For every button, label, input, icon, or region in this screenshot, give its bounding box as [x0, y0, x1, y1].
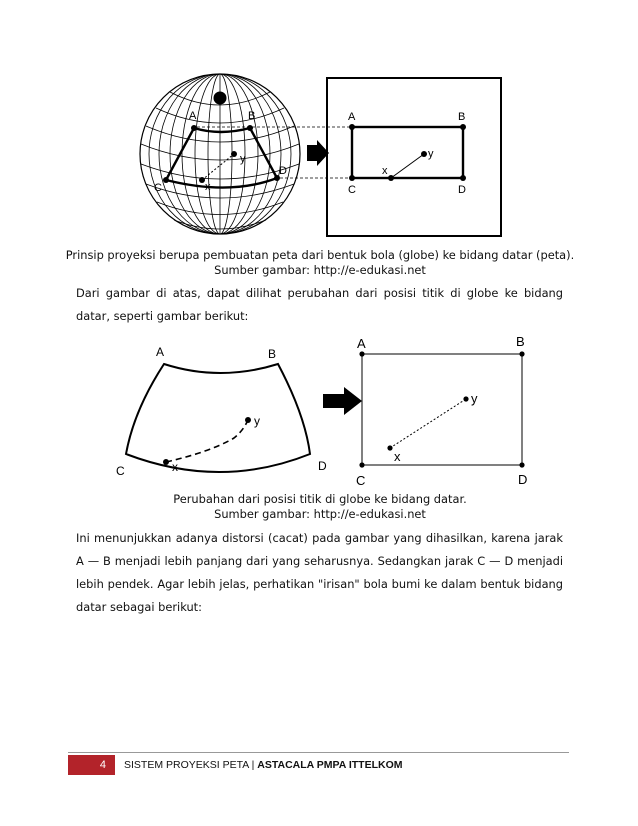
figure2-caption: [60, 492, 580, 522]
map-label-a: A: [348, 111, 356, 123]
distortion-figure: [110, 330, 540, 492]
footer-org: ASTACALA PMPA ITTELKOM: [257, 759, 403, 771]
globe-label-y: y: [240, 153, 246, 165]
map-point-a: [349, 124, 355, 130]
footer-title: [124, 755, 403, 775]
page-number: 4: [68, 755, 115, 775]
footer-doc-title: SISTEM PROYEKSI PETA: [124, 759, 249, 771]
map-label-d: D: [458, 184, 466, 196]
flat-point-c: [359, 462, 364, 467]
map-label-y: y: [428, 148, 434, 160]
flat-point-a: [359, 351, 364, 356]
curved-label-y: y: [254, 414, 260, 428]
globe: [140, 74, 300, 234]
flat-label-y: y: [471, 391, 478, 406]
map-label-c: C: [348, 184, 356, 196]
curved-label-x: x: [172, 460, 178, 474]
map-label-x: x: [382, 165, 388, 177]
map-point-y: [421, 151, 427, 157]
curved-patch: [126, 364, 310, 472]
globe-point-c: [163, 177, 169, 183]
figure2-caption-line2: Sumber gambar: http://e-edukasi.net: [214, 507, 426, 521]
globe-label-x: x: [205, 181, 211, 193]
flat-point-b: [519, 351, 524, 356]
flat-rectangle: [362, 354, 522, 465]
globe-label-d: D: [279, 165, 287, 177]
figure2-caption-line1: Perubahan dari posisi titik di globe ke bidang datar.: [173, 492, 467, 506]
flat-label-a: A: [357, 336, 366, 351]
globe-point-a: [191, 125, 197, 131]
curved-label-a: A: [156, 345, 165, 359]
flat-label-x: x: [394, 449, 401, 464]
curved-point-x: [163, 459, 169, 465]
curved-point-y: [245, 417, 251, 423]
footer-divider: [68, 752, 569, 753]
flat-point-x: [387, 445, 392, 450]
figure1-caption-line2: Sumber gambar: http://e-edukasi.net: [214, 263, 426, 277]
flat-point-y: [463, 396, 468, 401]
paragraph-2: Ini menunjukkan adanya distorsi (cacat) pada gambar yang dihasilkan, karena jarak A — B menjadi lebih panjang dari yang seharusnya. Sedangkan jarak C — D menjadi lebih pendek. Agar lebih jelas, perhatikan "irisan" bola bumi ke dalam bentuk bidang datar sebagai berikut:: [76, 531, 563, 614]
figure1-caption: [60, 248, 580, 278]
flat-label-b: B: [516, 334, 525, 349]
map-point-b: [460, 124, 466, 130]
flat-label-c: C: [356, 473, 366, 488]
figure1-caption-line1: Prinsip proyeksi berupa pembuatan peta dari bentuk bola (globe) ke bidang datar (peta).: [65, 248, 575, 262]
map-point-c: [349, 175, 355, 181]
globe-projection-figure: [130, 70, 510, 242]
projection-arrow: [307, 140, 329, 166]
map-point-x: [388, 175, 394, 181]
globe-point-y: [231, 151, 237, 157]
map-rectangle: [352, 127, 463, 178]
footer-separator: |: [251, 759, 255, 771]
flat-label-d: D: [518, 472, 528, 487]
globe-label-c: C: [154, 182, 162, 194]
curved-label-d: D: [318, 459, 327, 473]
globe-label-a: A: [189, 110, 197, 122]
globe-label-b: B: [248, 110, 256, 122]
map-point-d: [460, 175, 466, 181]
distortion-arrow: [323, 387, 362, 415]
flat-point-d: [519, 462, 524, 467]
curved-label-b: B: [268, 347, 277, 361]
globe-point-b: [247, 125, 253, 131]
paragraph-1: Dari gambar di atas, dapat dilihat perubahan dari posisi titik di globe ke bidang datar, seperti gambar berikut:: [76, 286, 563, 323]
curved-label-c: C: [116, 464, 125, 478]
map-label-b: B: [458, 111, 466, 123]
